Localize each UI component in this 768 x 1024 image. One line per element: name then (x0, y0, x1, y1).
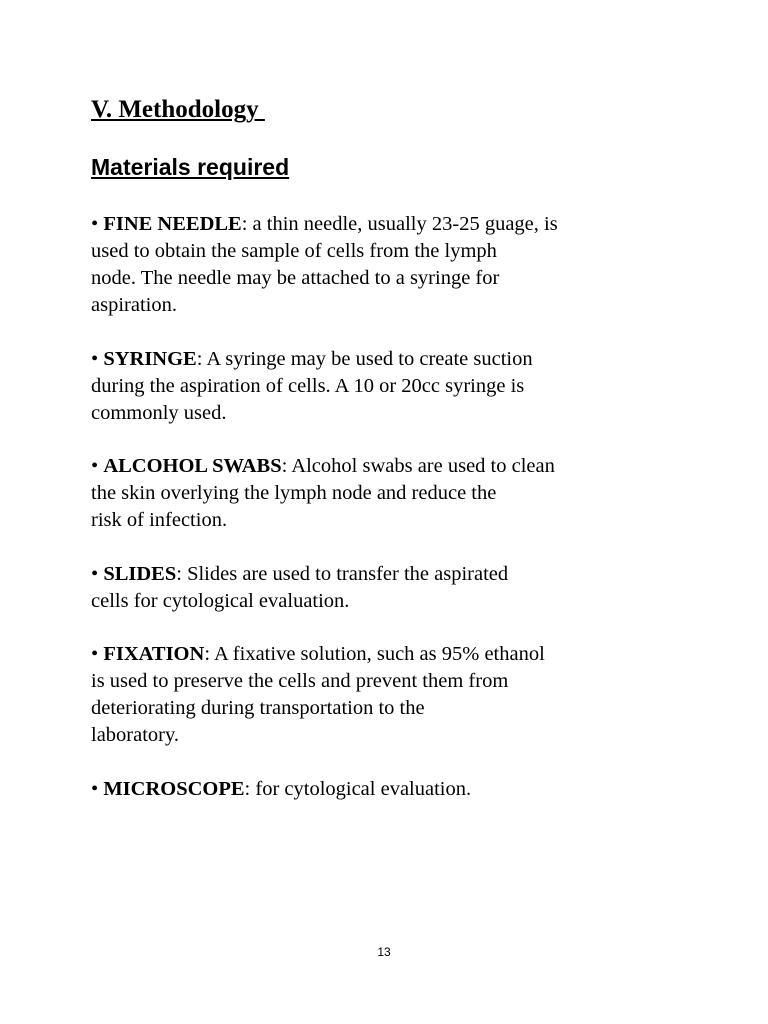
item-line: is used to preserve the cells and prevent them from (91, 670, 509, 692)
list-item (91, 641, 651, 749)
bullet: • (91, 455, 104, 477)
item-text: : A syringe may be used to create suction (196, 347, 533, 370)
item-line: risk of infection. (91, 509, 228, 531)
item-line: node. The needle may be attached to a syringe for (91, 267, 500, 289)
list-item (91, 346, 651, 427)
item-term: FIXATION (103, 643, 205, 665)
item-term: FINE NEEDLE (103, 213, 242, 235)
bullet: • (91, 347, 104, 370)
item-term: SYRINGE (103, 347, 197, 370)
materials-list (91, 211, 651, 829)
item-line: cells for cytological evaluation. (91, 589, 350, 612)
list-item (91, 561, 651, 615)
list-item (91, 453, 651, 534)
item-line: laboratory. (91, 724, 180, 746)
bullet: • (91, 562, 104, 585)
item-term: MICROSCOPE (103, 777, 245, 800)
item-line: aspiration. (91, 294, 177, 316)
item-first-line (91, 641, 651, 668)
bullet: • (91, 643, 104, 665)
item-line: commonly used. (91, 401, 227, 424)
item-first-line (91, 776, 651, 803)
item-first-line (91, 211, 651, 238)
item-line: used to obtain the sample of cells from the lymph (91, 240, 497, 262)
item-text: : a thin needle, usually 23-25 guage, is (241, 213, 558, 235)
item-text: : Slides are used to transfer the aspirated (176, 562, 509, 585)
list-item (91, 211, 651, 319)
item-text: : Alcohol swabs are used to clean (281, 455, 555, 477)
bullet: • (91, 213, 104, 235)
item-term: ALCOHOL SWABS (103, 455, 282, 477)
item-first-line (91, 453, 651, 480)
item-first-line (91, 561, 651, 588)
bullet: • (91, 777, 104, 800)
item-term: SLIDES (103, 562, 177, 585)
item-line: the skin overlying the lymph node and reduce the (91, 482, 497, 504)
section-heading: V. Methodology (91, 96, 265, 123)
sub-heading: Materials required (91, 154, 290, 180)
list-item (91, 776, 651, 803)
item-line: during the aspiration of cells. A 10 or 20cc syringe is (91, 374, 525, 397)
item-first-line (91, 346, 651, 373)
page-number: 13 (377, 945, 391, 959)
item-text: : A fixative solution, such as 95% ethanol (204, 643, 545, 665)
item-line: deteriorating during transportation to the (91, 697, 425, 719)
item-text: : for cytological evaluation. (244, 777, 472, 800)
